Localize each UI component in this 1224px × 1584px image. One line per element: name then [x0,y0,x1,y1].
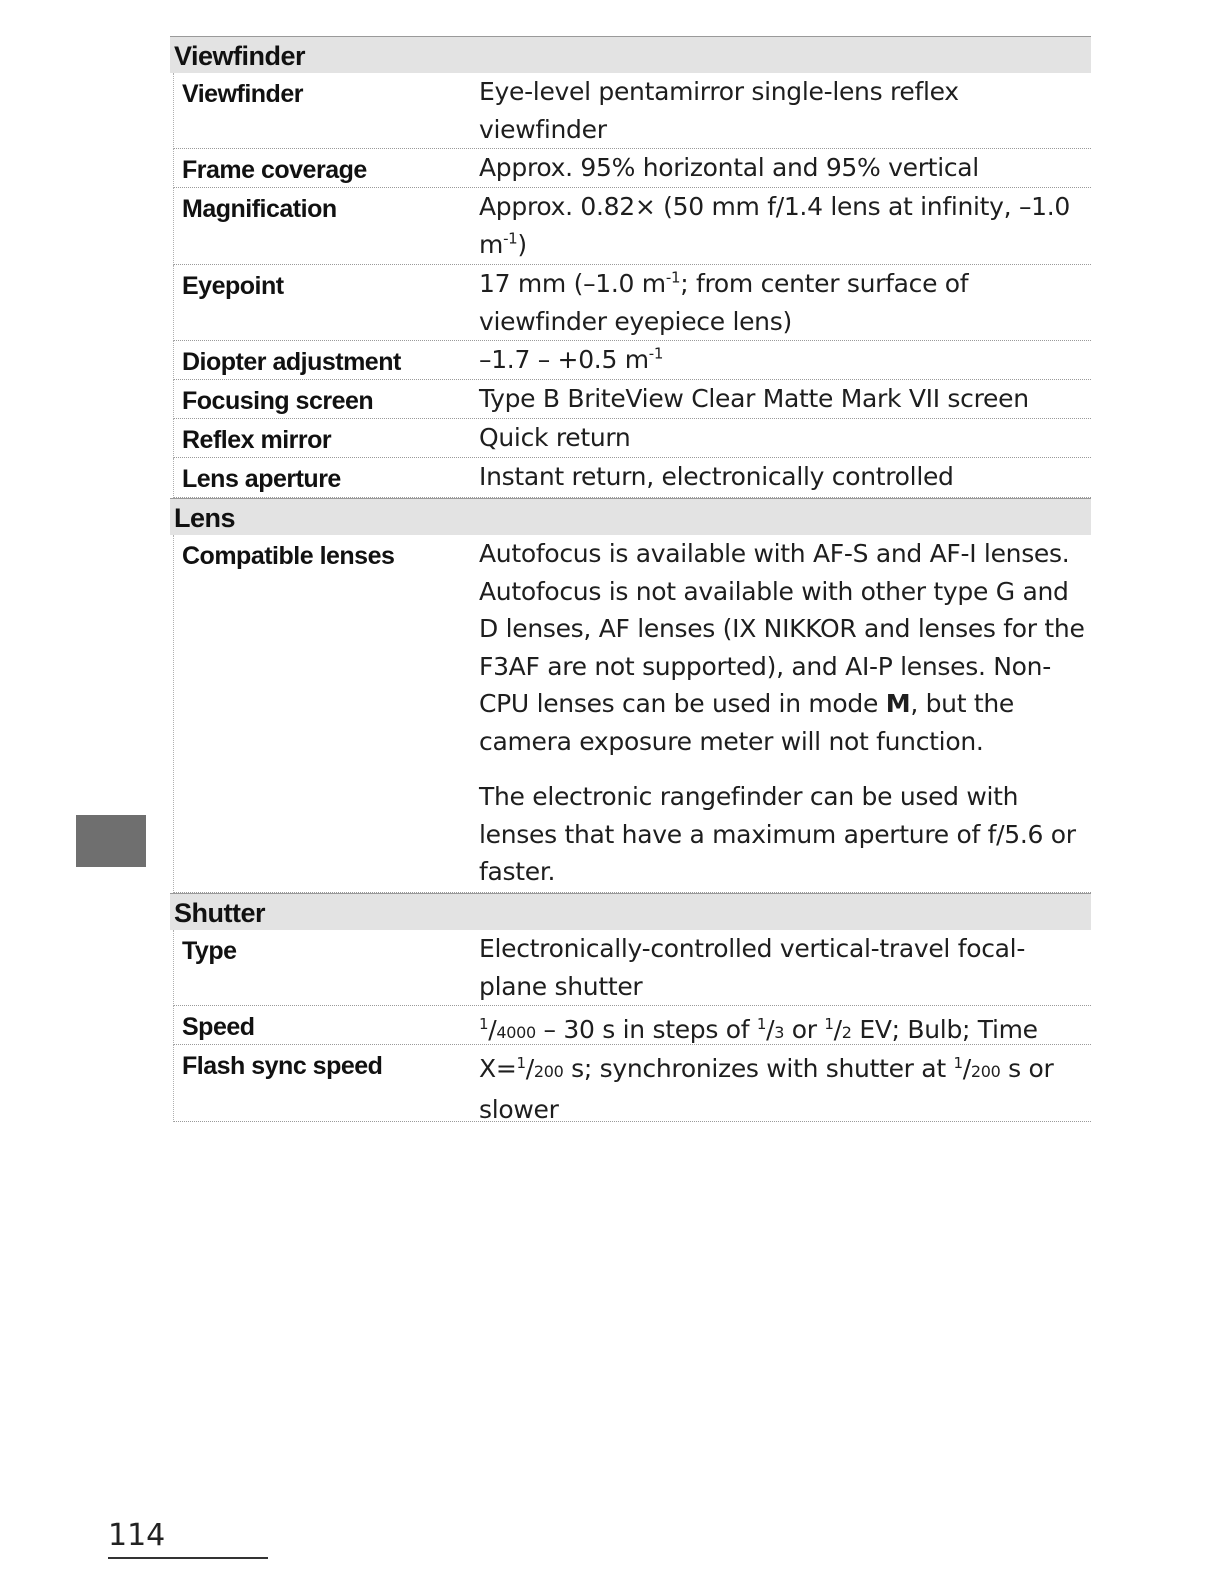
table-row [173,73,1091,149]
fraction-denominator: 3 [774,1023,785,1042]
fraction-numerator: 1 [756,1015,767,1033]
table-row [173,535,1091,893]
row-value: Approx. 95% horizontal and 95% vertical [479,153,979,182]
section-header: Lens [170,498,1091,535]
row-value: Instant return, electronically controlled [479,462,954,491]
fraction-numerator: 1 [824,1015,834,1033]
row-label: Frame coverage [182,156,367,184]
row-label: Flash sync speed [182,1052,383,1080]
chapter-tab-marker [76,815,146,867]
table-row [173,188,1091,265]
value-text: –1.7 – +0.5 m [479,345,649,374]
row-label: Reflex mirror [182,426,332,454]
paragraph: The electronic rangefinder can be used with lenses that have a maximum aperture of f/5.6 or faster. [479,782,1076,886]
page-number: 114 [108,1518,166,1553]
superscript: -1 [648,344,664,363]
value-text: – 30 s in steps of [535,1015,757,1044]
table-row [173,1045,1091,1122]
fraction-denominator: 200 [533,1062,564,1081]
paragraph [479,535,1091,760]
table-row [173,149,1091,188]
value-text: X= [479,1054,517,1083]
value-text: 17 mm (–1.0 m [479,269,666,298]
fraction-numerator: 1 [953,1054,963,1072]
row-value: $^1$/4000 – 30 s in steps of $^1$/3 or $^1$/2 EV; Bulb; Time [479,1015,1038,1044]
table-row [173,341,1091,380]
row-value [479,265,1091,340]
fraction-denominator: 200 [970,1062,1001,1081]
table-row [173,1006,1091,1045]
fraction-numerator: 1 [479,1015,489,1033]
row-value [479,535,1091,891]
row-label: Eyepoint [182,272,284,300]
row-label: Type [182,937,237,965]
table-row [173,458,1091,498]
row-label: Lens aperture [182,465,341,493]
spec-table [170,36,1091,1122]
table-row [173,380,1091,419]
section-lens [170,498,1091,893]
value-text: EV; Bulb; Time [851,1015,1038,1044]
section-shutter [170,893,1091,1122]
row-value [479,188,1091,263]
table-row [173,419,1091,458]
row-value [479,341,1091,379]
table-row [173,265,1091,341]
section-header: Viewfinder [170,36,1091,73]
row-label: Diopter adjustment [182,348,401,376]
fraction-numerator: 1 [516,1054,526,1072]
row-value: Type B BriteView Clear Matte Mark VII screen [479,384,1029,413]
table-row [173,930,1091,1006]
value-text: Autofocus is available with AF-S and AF-I lenses. Autofocus is not available with other type G and D lenses, AF lenses (IX NIKKOR and lenses for the F3AF are not supported), and AI-P lenses. Non-CPU lenses can be used in mode [479,539,1085,718]
row-value: X=$^1$/200 s; synchronizes with shutter at $^1$/200 s or slower [479,1054,1054,1124]
value-text: , but the camera exposure meter will not function. [479,689,1014,756]
value-text: Approx. 0.82× (50 mm f/1.4 lens at infinity, –1.0 m [479,192,1071,259]
page-number-underline [108,1557,268,1559]
row-value: Quick return [479,423,631,452]
row-value: Electronically-controlled vertical-travel focal-plane shutter [479,934,1026,1001]
row-label: Speed [182,1013,255,1041]
value-text: or [784,1015,825,1044]
row-label: Focusing screen [182,387,374,415]
row-label: Magnification [182,195,337,223]
value-text: s or slower [479,1054,1054,1124]
value-text: ) [517,229,527,259]
row-label: Viewfinder [182,80,303,108]
row-value: Eye-level pentamirror single-lens reflex viewfinder [479,77,959,144]
row-label: Compatible lenses [182,542,395,570]
superscript: -1 [503,229,518,248]
superscript: -1 [665,268,681,287]
mode-letter: M [885,689,911,718]
value-text: s; synchronizes with shutter at [563,1054,954,1083]
section-header: Shutter [170,893,1091,930]
section-viewfinder [170,36,1091,498]
fraction-denominator: 2 [841,1023,852,1042]
fraction-denominator: 4000 [496,1023,536,1042]
value-text: ; from center surface of viewfinder eyepiece lens) [479,269,969,336]
